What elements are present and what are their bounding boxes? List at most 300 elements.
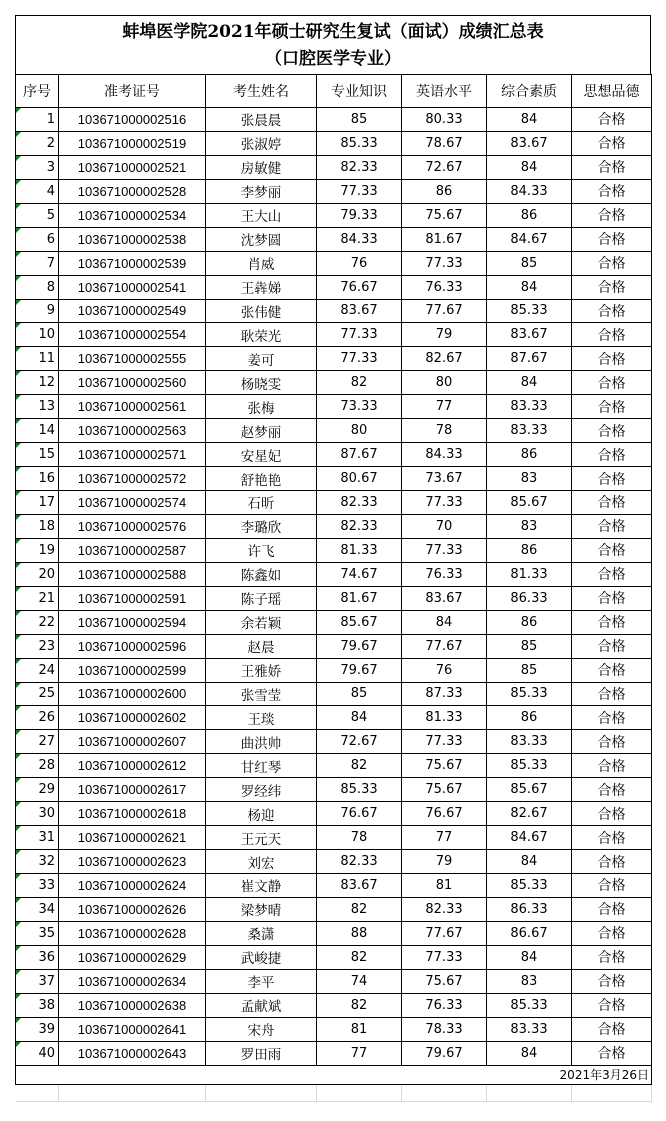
- row-seq: 25: [16, 682, 59, 706]
- row-comprehensive: 85.33: [487, 682, 572, 706]
- table-row: [16, 203, 652, 227]
- row-english: 76.67: [402, 802, 487, 826]
- row-seq: 17: [16, 491, 59, 515]
- row-moral: 合格: [572, 155, 652, 179]
- row-seq: 40: [16, 1041, 59, 1065]
- row-exam-id: 103671000002541: [59, 275, 206, 299]
- row-english: 77.33: [402, 491, 487, 515]
- row-professional: 82: [317, 945, 402, 969]
- table-row: [16, 562, 652, 586]
- table-row: [16, 874, 652, 898]
- row-professional: 82.33: [317, 514, 402, 538]
- row-seq: 1: [16, 108, 59, 132]
- row-name: 曲洪帅: [206, 730, 317, 754]
- row-comprehensive: 84: [487, 945, 572, 969]
- row-name: 罗经纬: [206, 778, 317, 802]
- row-seq: 21: [16, 586, 59, 610]
- row-name: 孟献斌: [206, 993, 317, 1017]
- col-header-comprehensive: 综合素质: [487, 75, 572, 108]
- row-english: 77.33: [402, 730, 487, 754]
- empty-row: [16, 1084, 652, 1101]
- row-name: 房敏健: [206, 155, 317, 179]
- row-seq: 11: [16, 347, 59, 371]
- row-name: 张伟健: [206, 299, 317, 323]
- table-row: [16, 802, 652, 826]
- row-moral: 合格: [572, 275, 652, 299]
- row-moral: 合格: [572, 778, 652, 802]
- row-name: 崔文静: [206, 874, 317, 898]
- row-seq: 12: [16, 371, 59, 395]
- table-row: [16, 658, 652, 682]
- row-english: 76.33: [402, 993, 487, 1017]
- row-professional: 82.33: [317, 155, 402, 179]
- row-moral: 合格: [572, 251, 652, 275]
- row-moral: 合格: [572, 802, 652, 826]
- row-name: 耿荣光: [206, 323, 317, 347]
- table-row: [16, 419, 652, 443]
- row-seq: 33: [16, 874, 59, 898]
- row-comprehensive: 85.67: [487, 778, 572, 802]
- table-row: [16, 897, 652, 921]
- row-professional: 84.33: [317, 227, 402, 251]
- row-comprehensive: 83: [487, 514, 572, 538]
- row-english: 76: [402, 658, 487, 682]
- table-row: [16, 323, 652, 347]
- row-seq: 28: [16, 754, 59, 778]
- row-exam-id: 103671000002555: [59, 347, 206, 371]
- row-seq: 32: [16, 850, 59, 874]
- row-exam-id: 103671000002560: [59, 371, 206, 395]
- row-moral: 合格: [572, 514, 652, 538]
- row-english: 82.67: [402, 347, 487, 371]
- row-name: 王犇娣: [206, 275, 317, 299]
- row-professional: 79.33: [317, 203, 402, 227]
- row-seq: 18: [16, 514, 59, 538]
- row-professional: 77.33: [317, 179, 402, 203]
- row-seq: 10: [16, 323, 59, 347]
- row-seq: 39: [16, 1017, 59, 1041]
- row-professional: 74: [317, 969, 402, 993]
- row-exam-id: 103671000002561: [59, 395, 206, 419]
- row-professional: 83.67: [317, 299, 402, 323]
- row-seq: 8: [16, 275, 59, 299]
- row-english: 77: [402, 395, 487, 419]
- row-name: 石昕: [206, 491, 317, 515]
- row-comprehensive: 83.33: [487, 1017, 572, 1041]
- row-exam-id: 103671000002528: [59, 179, 206, 203]
- row-english: 72.67: [402, 155, 487, 179]
- row-professional: 85: [317, 682, 402, 706]
- row-name: 杨晓雯: [206, 371, 317, 395]
- row-seq: 27: [16, 730, 59, 754]
- row-seq: 30: [16, 802, 59, 826]
- table-row: [16, 347, 652, 371]
- row-moral: 合格: [572, 1041, 652, 1065]
- row-exam-id: 103671000002534: [59, 203, 206, 227]
- score-table: [15, 74, 652, 1102]
- row-moral: 合格: [572, 203, 652, 227]
- row-professional: 82: [317, 371, 402, 395]
- table-row: [16, 826, 652, 850]
- row-exam-id: 103671000002602: [59, 706, 206, 730]
- row-name: 王琰: [206, 706, 317, 730]
- row-english: 77.33: [402, 251, 487, 275]
- table-row: [16, 993, 652, 1017]
- row-exam-id: 103671000002643: [59, 1041, 206, 1065]
- row-english: 77.67: [402, 634, 487, 658]
- row-english: 79: [402, 323, 487, 347]
- row-professional: 76.67: [317, 802, 402, 826]
- row-professional: 77: [317, 1041, 402, 1065]
- row-professional: 77.33: [317, 347, 402, 371]
- row-comprehensive: 84: [487, 850, 572, 874]
- table-row: [16, 778, 652, 802]
- page-subtitle: （口腔医学专业）: [265, 49, 401, 69]
- row-name: 张淑婷: [206, 131, 317, 155]
- row-moral: 合格: [572, 634, 652, 658]
- row-name: 张梅: [206, 395, 317, 419]
- row-english: 80.33: [402, 108, 487, 132]
- row-moral: 合格: [572, 730, 652, 754]
- title-block: [15, 15, 651, 74]
- row-professional: 79.67: [317, 634, 402, 658]
- row-english: 75.67: [402, 778, 487, 802]
- row-exam-id: 103671000002621: [59, 826, 206, 850]
- row-seq: 26: [16, 706, 59, 730]
- row-comprehensive: 86.33: [487, 586, 572, 610]
- row-name: 李平: [206, 969, 317, 993]
- row-name: 沈梦圆: [206, 227, 317, 251]
- row-exam-id: 103671000002617: [59, 778, 206, 802]
- table-row: [16, 491, 652, 515]
- row-name: 张晨晨: [206, 108, 317, 132]
- row-comprehensive: 83.33: [487, 395, 572, 419]
- row-seq: 36: [16, 945, 59, 969]
- row-professional: 78: [317, 826, 402, 850]
- row-comprehensive: 85.67: [487, 491, 572, 515]
- row-moral: 合格: [572, 658, 652, 682]
- row-name: 肖威: [206, 251, 317, 275]
- row-exam-id: 103671000002588: [59, 562, 206, 586]
- row-professional: 85: [317, 108, 402, 132]
- row-name: 姜可: [206, 347, 317, 371]
- row-seq: 5: [16, 203, 59, 227]
- row-professional: 88: [317, 921, 402, 945]
- row-exam-id: 103671000002521: [59, 155, 206, 179]
- row-moral: 合格: [572, 179, 652, 203]
- row-exam-id: 103671000002607: [59, 730, 206, 754]
- row-moral: 合格: [572, 945, 652, 969]
- table-row: [16, 1041, 652, 1065]
- row-moral: 合格: [572, 299, 652, 323]
- table-row: [16, 538, 652, 562]
- row-english: 87.33: [402, 682, 487, 706]
- row-comprehensive: 85.33: [487, 299, 572, 323]
- row-comprehensive: 84: [487, 1041, 572, 1065]
- row-name: 王雅娇: [206, 658, 317, 682]
- row-moral: 合格: [572, 419, 652, 443]
- row-english: 77.67: [402, 921, 487, 945]
- row-name: 甘红琴: [206, 754, 317, 778]
- row-professional: 77.33: [317, 323, 402, 347]
- row-english: 75.67: [402, 203, 487, 227]
- row-professional: 82.33: [317, 491, 402, 515]
- row-moral: 合格: [572, 754, 652, 778]
- row-moral: 合格: [572, 969, 652, 993]
- row-exam-id: 103671000002628: [59, 921, 206, 945]
- table-row: [16, 682, 652, 706]
- row-english: 82.33: [402, 897, 487, 921]
- row-name: 李梦丽: [206, 179, 317, 203]
- table-row: [16, 969, 652, 993]
- row-exam-id: 103671000002516: [59, 108, 206, 132]
- row-name: 李璐欣: [206, 514, 317, 538]
- row-comprehensive: 81.33: [487, 562, 572, 586]
- row-exam-id: 103671000002626: [59, 897, 206, 921]
- row-comprehensive: 86: [487, 610, 572, 634]
- row-professional: 76.67: [317, 275, 402, 299]
- row-comprehensive: 86: [487, 706, 572, 730]
- table-row: [16, 467, 652, 491]
- row-comprehensive: 84.33: [487, 179, 572, 203]
- table-row: [16, 108, 652, 132]
- row-english: 76.33: [402, 562, 487, 586]
- table-row: [16, 443, 652, 467]
- table-row: [16, 179, 652, 203]
- row-moral: 合格: [572, 897, 652, 921]
- table-row: [16, 754, 652, 778]
- row-moral: 合格: [572, 826, 652, 850]
- score-sheet: [15, 15, 651, 1102]
- row-exam-id: 103671000002596: [59, 634, 206, 658]
- row-exam-id: 103671000002591: [59, 586, 206, 610]
- row-seq: 16: [16, 467, 59, 491]
- row-exam-id: 103671000002594: [59, 610, 206, 634]
- row-seq: 14: [16, 419, 59, 443]
- row-professional: 82: [317, 754, 402, 778]
- col-header-professional: 专业知识: [317, 75, 402, 108]
- row-professional: 81.67: [317, 586, 402, 610]
- row-english: 77.67: [402, 299, 487, 323]
- row-exam-id: 103671000002629: [59, 945, 206, 969]
- row-professional: 85.33: [317, 131, 402, 155]
- table-row: [16, 586, 652, 610]
- row-exam-id: 103671000002634: [59, 969, 206, 993]
- row-name: 梁梦晴: [206, 897, 317, 921]
- row-name: 罗田雨: [206, 1041, 317, 1065]
- row-english: 78.67: [402, 131, 487, 155]
- row-seq: 22: [16, 610, 59, 634]
- row-english: 79.67: [402, 1041, 487, 1065]
- row-exam-id: 103671000002519: [59, 131, 206, 155]
- row-comprehensive: 84.67: [487, 227, 572, 251]
- row-english: 78.33: [402, 1017, 487, 1041]
- row-seq: 13: [16, 395, 59, 419]
- row-professional: 87.67: [317, 443, 402, 467]
- table-row: [16, 371, 652, 395]
- row-comprehensive: 84: [487, 155, 572, 179]
- row-exam-id: 103671000002624: [59, 874, 206, 898]
- row-moral: 合格: [572, 347, 652, 371]
- row-moral: 合格: [572, 395, 652, 419]
- row-name: 桑潇: [206, 921, 317, 945]
- row-professional: 81: [317, 1017, 402, 1041]
- row-name: 杨迎: [206, 802, 317, 826]
- row-english: 81.67: [402, 227, 487, 251]
- row-english: 73.67: [402, 467, 487, 491]
- row-seq: 35: [16, 921, 59, 945]
- row-exam-id: 103671000002618: [59, 802, 206, 826]
- row-name: 王大山: [206, 203, 317, 227]
- row-english: 79: [402, 850, 487, 874]
- row-name: 余若颖: [206, 610, 317, 634]
- footer-date: 2021年3月26日: [16, 1065, 652, 1084]
- row-seq: 34: [16, 897, 59, 921]
- row-comprehensive: 86.67: [487, 921, 572, 945]
- row-professional: 82.33: [317, 850, 402, 874]
- row-moral: 合格: [572, 993, 652, 1017]
- page-title: 蚌埠医学院2021年硕士研究生复试（面试）成绩汇总表: [122, 22, 544, 42]
- row-exam-id: 103671000002587: [59, 538, 206, 562]
- row-name: 许飞: [206, 538, 317, 562]
- row-comprehensive: 85: [487, 634, 572, 658]
- row-name: 王元天: [206, 826, 317, 850]
- col-header-moral: 思想品德: [572, 75, 652, 108]
- row-moral: 合格: [572, 921, 652, 945]
- footer-row: [16, 1065, 652, 1084]
- row-comprehensive: 83.67: [487, 131, 572, 155]
- row-comprehensive: 85.33: [487, 874, 572, 898]
- row-moral: 合格: [572, 586, 652, 610]
- row-moral: 合格: [572, 538, 652, 562]
- row-english: 81.33: [402, 706, 487, 730]
- row-exam-id: 103671000002539: [59, 251, 206, 275]
- row-exam-id: 103671000002572: [59, 467, 206, 491]
- row-exam-id: 103671000002599: [59, 658, 206, 682]
- row-professional: 73.33: [317, 395, 402, 419]
- row-comprehensive: 82.67: [487, 802, 572, 826]
- row-name: 武峻捷: [206, 945, 317, 969]
- row-name: 宋舟: [206, 1017, 317, 1041]
- row-comprehensive: 84: [487, 108, 572, 132]
- table-row: [16, 850, 652, 874]
- row-moral: 合格: [572, 682, 652, 706]
- row-name: 赵晨: [206, 634, 317, 658]
- col-header-seq: 序号: [16, 75, 59, 108]
- row-seq: 2: [16, 131, 59, 155]
- table-row: [16, 275, 652, 299]
- row-english: 78: [402, 419, 487, 443]
- row-seq: 3: [16, 155, 59, 179]
- row-comprehensive: 86: [487, 538, 572, 562]
- row-professional: 85.33: [317, 778, 402, 802]
- row-exam-id: 103671000002600: [59, 682, 206, 706]
- row-moral: 合格: [572, 850, 652, 874]
- row-exam-id: 103671000002623: [59, 850, 206, 874]
- table-row: [16, 227, 652, 251]
- row-seq: 37: [16, 969, 59, 993]
- row-professional: 82: [317, 897, 402, 921]
- row-english: 70: [402, 514, 487, 538]
- table-row: [16, 945, 652, 969]
- row-moral: 合格: [572, 610, 652, 634]
- row-comprehensive: 87.67: [487, 347, 572, 371]
- row-moral: 合格: [572, 562, 652, 586]
- row-seq: 31: [16, 826, 59, 850]
- row-comprehensive: 83.33: [487, 730, 572, 754]
- row-moral: 合格: [572, 443, 652, 467]
- row-english: 81: [402, 874, 487, 898]
- table-row: [16, 730, 652, 754]
- row-moral: 合格: [572, 1017, 652, 1041]
- row-moral: 合格: [572, 108, 652, 132]
- row-comprehensive: 85.33: [487, 993, 572, 1017]
- row-professional: 83.67: [317, 874, 402, 898]
- row-professional: 72.67: [317, 730, 402, 754]
- row-comprehensive: 86.33: [487, 897, 572, 921]
- table-row: [16, 131, 652, 155]
- row-professional: 81.33: [317, 538, 402, 562]
- row-seq: 9: [16, 299, 59, 323]
- row-name: 赵梦丽: [206, 419, 317, 443]
- row-seq: 24: [16, 658, 59, 682]
- row-comprehensive: 86: [487, 203, 572, 227]
- table-row: [16, 299, 652, 323]
- row-english: 75.67: [402, 969, 487, 993]
- row-english: 77.33: [402, 945, 487, 969]
- row-comprehensive: 83.67: [487, 323, 572, 347]
- row-seq: 23: [16, 634, 59, 658]
- row-seq: 4: [16, 179, 59, 203]
- row-english: 77: [402, 826, 487, 850]
- row-comprehensive: 84: [487, 275, 572, 299]
- row-comprehensive: 83: [487, 969, 572, 993]
- row-exam-id: 103671000002554: [59, 323, 206, 347]
- table-row: [16, 610, 652, 634]
- row-exam-id: 103671000002576: [59, 514, 206, 538]
- table-row: [16, 706, 652, 730]
- row-english: 86: [402, 179, 487, 203]
- table-row: [16, 251, 652, 275]
- row-comprehensive: 84: [487, 371, 572, 395]
- row-exam-id: 103671000002571: [59, 443, 206, 467]
- row-comprehensive: 86: [487, 443, 572, 467]
- row-moral: 合格: [572, 491, 652, 515]
- table-row: [16, 1017, 652, 1041]
- row-name: 舒艳艳: [206, 467, 317, 491]
- table-row: [16, 395, 652, 419]
- row-english: 83.67: [402, 586, 487, 610]
- row-comprehensive: 83.33: [487, 419, 572, 443]
- row-name: 安星妃: [206, 443, 317, 467]
- row-comprehensive: 84.67: [487, 826, 572, 850]
- row-english: 76.33: [402, 275, 487, 299]
- row-comprehensive: 85: [487, 251, 572, 275]
- row-seq: 29: [16, 778, 59, 802]
- row-seq: 19: [16, 538, 59, 562]
- row-english: 84.33: [402, 443, 487, 467]
- row-professional: 85.67: [317, 610, 402, 634]
- row-exam-id: 103671000002638: [59, 993, 206, 1017]
- row-seq: 20: [16, 562, 59, 586]
- header-row: [16, 75, 652, 108]
- col-header-exam-id: 准考证号: [59, 75, 206, 108]
- row-name: 刘宏: [206, 850, 317, 874]
- row-moral: 合格: [572, 467, 652, 491]
- row-professional: 76: [317, 251, 402, 275]
- row-name: 陈鑫如: [206, 562, 317, 586]
- row-english: 84: [402, 610, 487, 634]
